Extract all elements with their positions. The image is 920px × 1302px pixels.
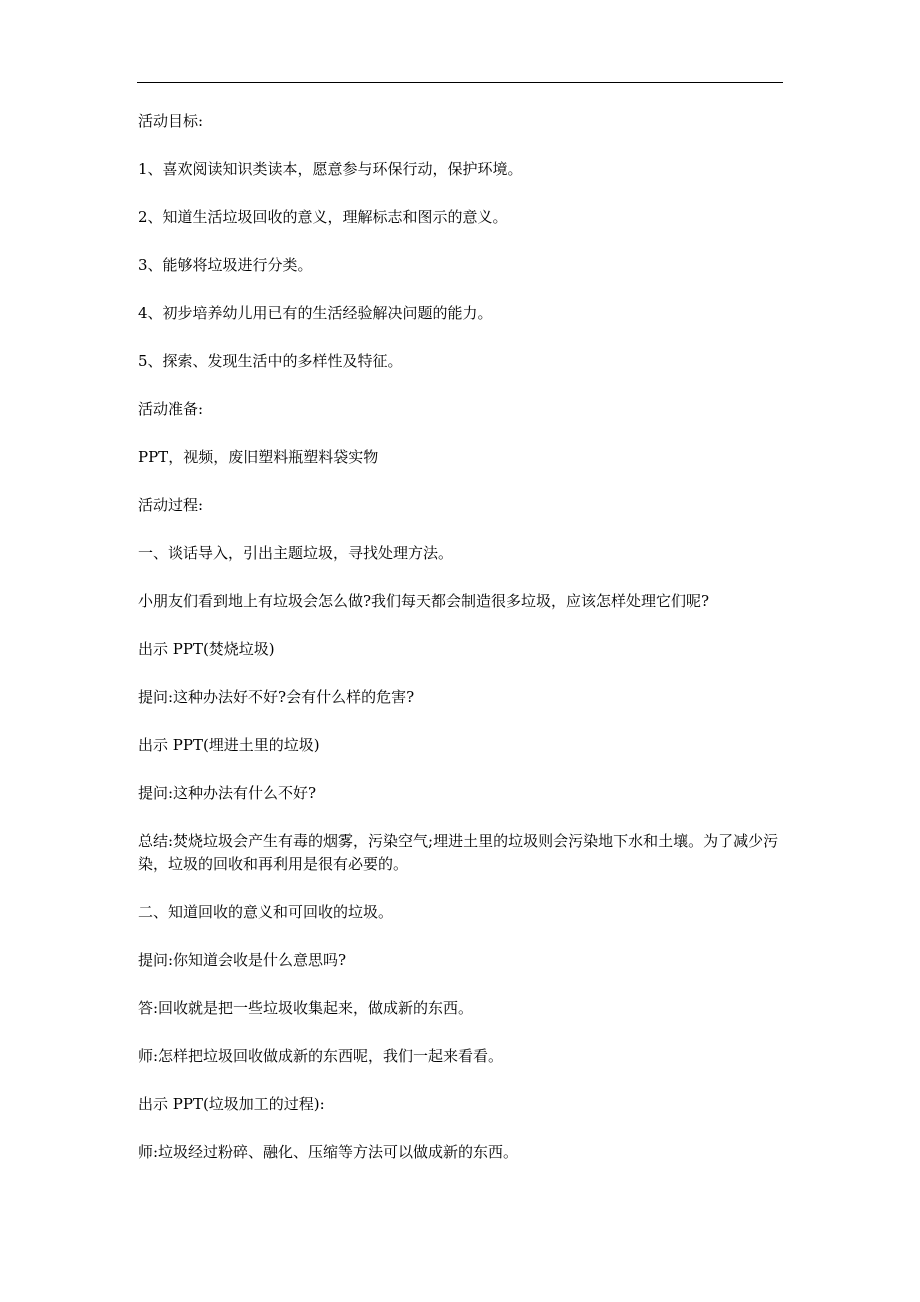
goal-item: 2、知道生活垃圾回收的意义，理解标志和图示的意义。 bbox=[138, 208, 508, 226]
body-paragraph: 师:垃圾经过粉碎、融化、压缩等方法可以做成新的东西。 bbox=[138, 1143, 519, 1161]
preparation-text: PPT，视频，废旧塑料瓶塑料袋实物 bbox=[138, 448, 379, 466]
section-heading-preparation: 活动准备: bbox=[138, 400, 204, 418]
body-paragraph: 出示 PPT(垃圾加工的过程): bbox=[138, 1095, 325, 1113]
section-heading-goals: 活动目标: bbox=[138, 112, 204, 130]
document-body bbox=[138, 110, 784, 1189]
body-paragraph: 出示 PPT(埋进土里的垃圾) bbox=[138, 736, 320, 754]
process-step-heading: 二、知道回收的意义和可回收的垃圾。 bbox=[138, 903, 394, 921]
body-paragraph: 师:怎样把垃圾回收做成新的东西呢，我们一起来看看。 bbox=[138, 1047, 504, 1065]
body-paragraph: 出示 PPT(焚烧垃圾) bbox=[138, 640, 275, 658]
goal-item: 1、喜欢阅读知识类读本，愿意参与环保行动，保护环境。 bbox=[138, 160, 523, 178]
summary-paragraph: 总结:焚烧垃圾会产生有毒的烟雾，污染空气;埋进土里的垃圾则会污染地下水和土壤。为了减少污染，垃圾的回收和再利用是很有必要的。 bbox=[138, 832, 779, 873]
body-paragraph: 提问:这种办法有什么不好? bbox=[138, 784, 317, 802]
section-heading-process: 活动过程: bbox=[138, 496, 204, 514]
body-paragraph: 提问:你知道会收是什么意思吗? bbox=[138, 951, 347, 969]
body-paragraph: 小朋友们看到地上有垃圾会怎么做?我们每天都会制造很多垃圾，应该怎样处理它们呢? bbox=[138, 592, 710, 610]
header-rule bbox=[137, 82, 783, 83]
body-paragraph: 提问:这种办法好不好?会有什么样的危害? bbox=[138, 688, 415, 706]
goal-item: 5、探索、发现生活中的多样性及特征。 bbox=[138, 352, 403, 370]
process-step-heading: 一、谈话导入，引出主题垃圾，寻找处理方法。 bbox=[138, 544, 454, 562]
body-paragraph: 答:回收就是把一些垃圾收集起来，做成新的东西。 bbox=[138, 999, 474, 1017]
goal-item: 4、初步培养幼儿用已有的生活经验解决问题的能力。 bbox=[138, 304, 493, 322]
goal-item: 3、能够将垃圾进行分类。 bbox=[138, 256, 313, 274]
